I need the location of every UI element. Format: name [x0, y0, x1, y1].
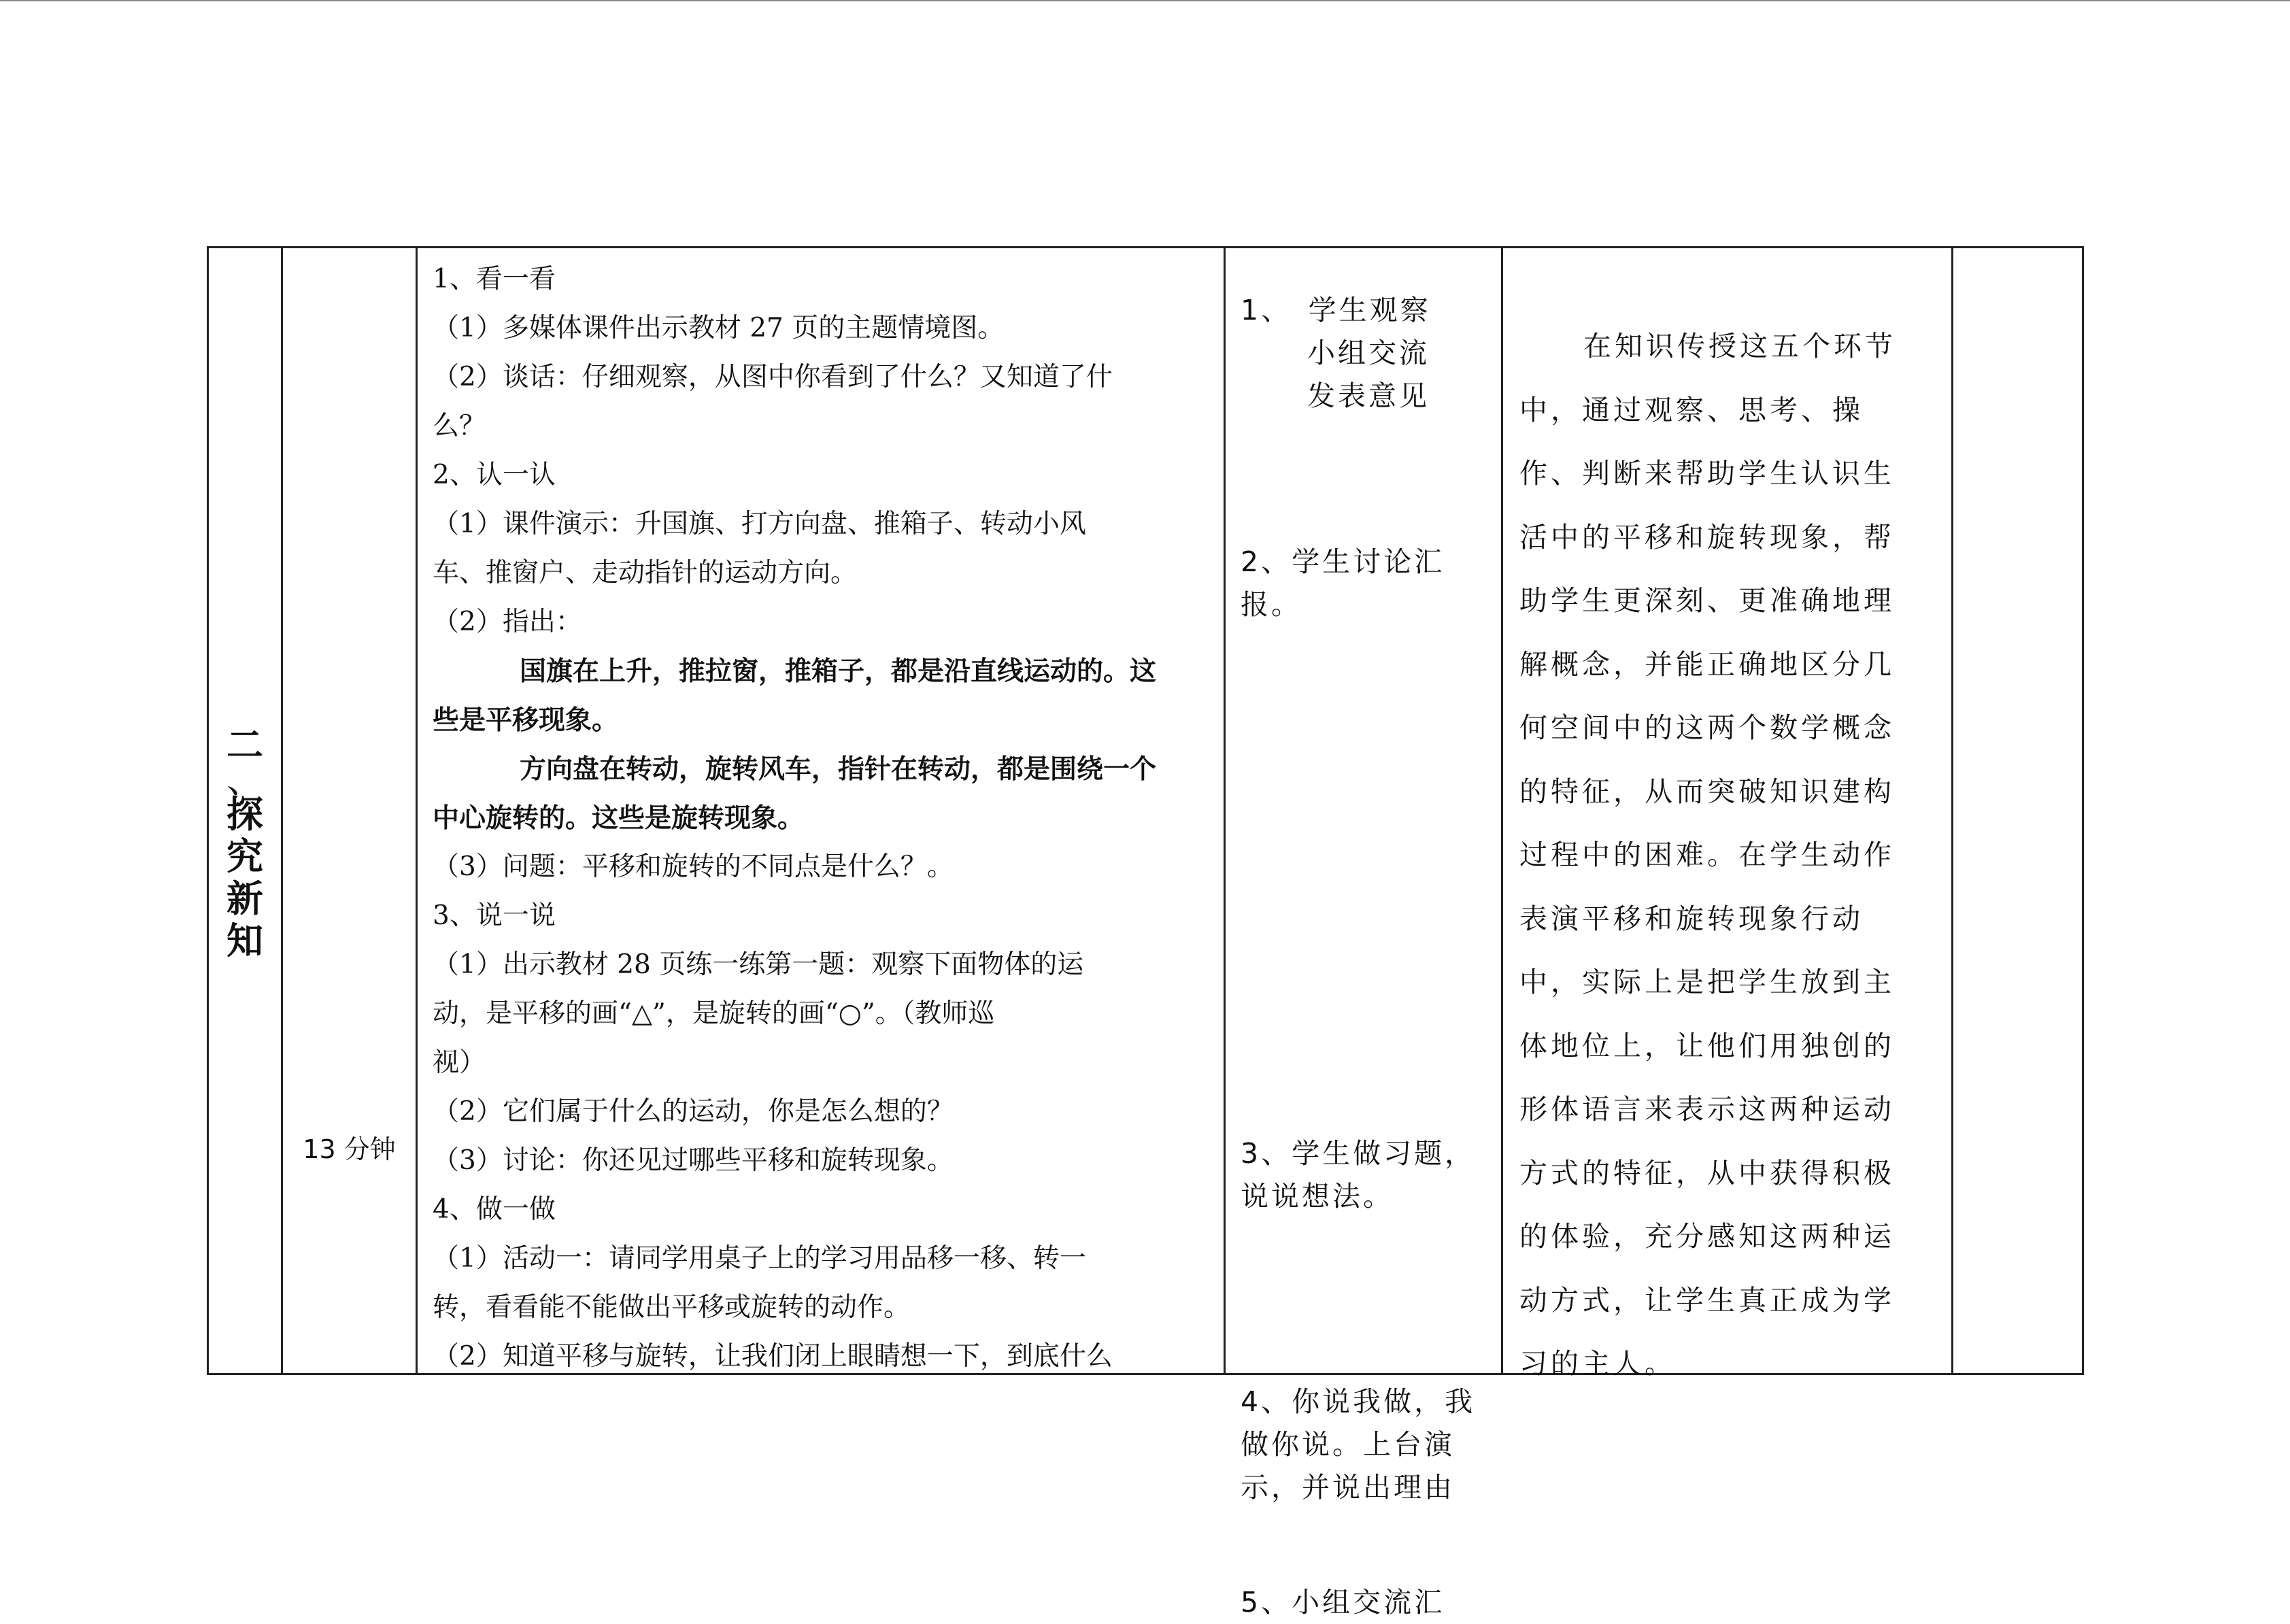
content-line: （1）活动一：请同学用桌子上的学习用品移一移、转一 — [433, 1243, 1086, 1274]
stage-title-char: 新 — [226, 877, 263, 920]
content-line: （1）课件演示：升国旗、打方向盘、推箱子、转动小风 — [433, 509, 1086, 539]
student-activity-line: 示，并说出理由 — [1241, 1471, 1455, 1504]
content-line: 些是平移现象。 — [433, 705, 619, 736]
student-activity-line: 发表意见 — [1307, 379, 1430, 412]
content-line: （3）问题：平移和旋转的不同点是什么？。 — [433, 851, 954, 882]
page-top-rule — [0, 0, 2290, 1]
content-line: 2、认一认 — [433, 460, 556, 490]
content-line: 么？ — [433, 411, 486, 441]
teaching-content-column — [416, 248, 1224, 1373]
design-intent-line: 中，通过观察、思考、操 — [1519, 393, 1864, 426]
content-line: （1）多媒体课件出示教材 27 页的主题情境图。 — [433, 313, 1005, 343]
design-intent-line: 方式的特征，从中获得积极 — [1519, 1156, 1895, 1189]
time-column — [281, 248, 416, 1373]
design-intent-line: 习的主人。 — [1519, 1347, 1676, 1380]
design-intent-line: 作、判断来帮助学生认识生 — [1519, 457, 1895, 490]
content-line: 视） — [433, 1047, 486, 1078]
stage-title-char: 究 — [226, 835, 263, 878]
design-intent-line: 体地位上，让他们用独创的 — [1519, 1029, 1895, 1062]
student-activity-line: 2、学生讨论汇 — [1241, 545, 1445, 578]
design-intent-line: 的特征，从而突破知识建构 — [1519, 775, 1895, 808]
design-intent-line: 表演平移和旋转现象行动 — [1519, 902, 1864, 935]
content-line: 动，是平移的画“△”，是旋转的画“○”。（教师巡 — [433, 998, 995, 1029]
design-intent-line: 何空间中的这两个数学概念 — [1519, 711, 1895, 744]
design-intent-line: 解概念，并能正确地区分几 — [1519, 647, 1895, 681]
stage-column — [209, 248, 281, 1373]
content-line: 1、看一看 — [433, 264, 556, 294]
design-intent-line: 助学生更深刻、更准确地理 — [1519, 584, 1895, 617]
student-activity-line: 1、 学生观察 — [1241, 294, 1431, 326]
design-intent-line: 形体语言来表示这两种运动 — [1519, 1093, 1895, 1126]
student-activity-block — [1241, 1381, 1494, 1509]
content-line: （2）它们属于什么的运动，你是怎么想的？ — [433, 1096, 954, 1127]
design-intent-line: 过程中的困难。在学生动作 — [1519, 839, 1895, 871]
student-activity-block — [1241, 289, 1494, 418]
teaching-content — [433, 255, 1210, 1381]
content-line: 中心旋转的。这些是旋转现象。 — [433, 802, 805, 834]
design-intent-text — [1519, 315, 1924, 1396]
content-line: 国旗在上升，推拉窗，推箱子，都是沿直线运动的。这 — [520, 656, 1157, 687]
stage-title — [209, 724, 281, 962]
student-activity-line: 3、学生做习题， — [1241, 1137, 1476, 1170]
time-allocation: 13 分钟 — [303, 1134, 396, 1164]
student-activity-line: 报。 — [1241, 588, 1302, 621]
design-intent-column — [1501, 248, 1951, 1380]
stage-title-char: 、 — [226, 758, 263, 801]
design-intent-line: 在知识传授这五个环节 — [1583, 330, 1896, 362]
content-line: （2）谈话：仔细观察，从图中你看到了什么？又知道了什 — [433, 362, 1113, 392]
student-activity-block — [1241, 1132, 1494, 1218]
design-intent-line: 的体验，充分感知这两种运 — [1519, 1220, 1895, 1253]
stage-title-char: 二 — [226, 724, 263, 766]
student-activity-line: 4、你说我做，我 — [1241, 1385, 1476, 1418]
student-activity-line: 做你说。上台演 — [1241, 1428, 1455, 1461]
lesson-plan-table — [207, 246, 2084, 1619]
design-intent-line: 动方式，让学生真正成为学 — [1519, 1283, 1895, 1317]
stage-title-char: 知 — [226, 919, 263, 962]
student-activity-line: 5、小组交流汇 — [1241, 1586, 1445, 1619]
student-activity-block — [1241, 541, 1494, 626]
content-line: 车、推窗户、走动指针的运动方向。 — [433, 558, 858, 588]
student-activity-line: 小组交流 — [1307, 337, 1430, 369]
content-line: （2）知道平移与旋转，让我们闭上眼睛想一下，到底什么 — [433, 1341, 1113, 1372]
content-line: （3）讨论：你还见过哪些平移和旋转现象。 — [433, 1145, 954, 1176]
student-activity-line: 说说想法。 — [1241, 1180, 1394, 1213]
design-intent-line: 中，实际上是把学生放到主 — [1519, 966, 1895, 998]
student-activity-block — [1241, 1581, 1494, 1624]
design-intent-line: 活中的平移和旋转现象，帮 — [1519, 520, 1895, 554]
content-line: 方向盘在转动，旋转风车，指针在转动，都是围绕一个 — [520, 754, 1157, 785]
stage-title-char: 探 — [226, 793, 263, 836]
student-activity-column — [1224, 248, 1501, 1619]
content-line: 3、说一说 — [433, 900, 556, 931]
content-line: （1）出示教材 28 页练一练第一题：观察下面物体的运 — [433, 949, 1084, 980]
notes-column — [1951, 248, 2082, 1373]
content-line: 4、做一做 — [433, 1194, 556, 1225]
content-line: （2）指出： — [433, 607, 582, 637]
content-line: 转，看看能不能做出平移或旋转的动作。 — [433, 1292, 911, 1323]
